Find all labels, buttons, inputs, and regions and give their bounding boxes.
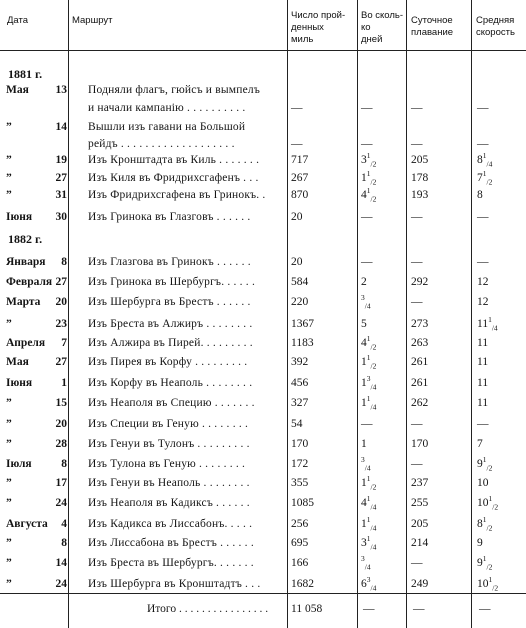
days-cell: $1^3_{/4}$: [361, 374, 377, 392]
day-cell: 8: [61, 458, 67, 470]
month-cell: ”: [6, 172, 12, 184]
speed-cell: $9^1_{/2}$: [477, 554, 493, 572]
daily-cell: 237: [411, 477, 429, 489]
miles-cell: 870: [291, 189, 309, 201]
daily-cell: 255: [411, 497, 429, 509]
day-cell: 20: [55, 418, 67, 430]
daily-cell: 273: [411, 318, 429, 330]
route-cell: рейдъ . . . . . . . . . . . . . . . . . . .: [88, 138, 235, 150]
header-speed: Средняя скорость: [476, 15, 515, 38]
days-cell: —: [361, 211, 373, 223]
table-row: [0, 276, 526, 296]
days-cell: $4^1_{/4}$: [361, 494, 377, 512]
speed-cell: 7: [477, 438, 483, 450]
speed-cell: 11: [477, 356, 489, 368]
days-cell: $1^1_{/2}$: [361, 169, 377, 187]
speed-cell: $8^1_{/2}$: [477, 515, 493, 533]
table-row: [0, 211, 526, 231]
month-cell: ”: [6, 557, 12, 569]
miles-cell: 172: [291, 458, 309, 470]
daily-cell: 205: [411, 154, 429, 166]
daily-cell: 193: [411, 189, 429, 201]
day-cell: 14: [55, 557, 67, 569]
miles-cell: 392: [291, 356, 309, 368]
header-route: Маршрут: [72, 15, 113, 26]
table-row: [0, 374, 526, 397]
total-label: Итого . . . . . . . . . . . . . . . .: [147, 603, 269, 615]
days-cell: —: [361, 256, 373, 268]
day-cell: 28: [55, 438, 67, 450]
daily-cell: —: [411, 296, 423, 308]
speed-cell: $9^1_{/2}$: [477, 455, 493, 473]
daily-cell: 205: [411, 518, 429, 530]
days-cell: $6^3_{/4}$: [361, 575, 377, 593]
daily-cell: —: [411, 102, 423, 114]
miles-cell: 267: [291, 172, 309, 184]
days-cell: —: [361, 138, 373, 150]
day-cell: 4: [61, 518, 67, 530]
route-cell: Изъ Киля въ Фридрихсгафенъ . . .: [88, 172, 259, 184]
speed-cell: —: [477, 256, 489, 268]
table-row: [0, 418, 526, 438]
miles-cell: 584: [291, 276, 309, 288]
table-row: [0, 494, 526, 517]
route-cell: Изъ Лиссабона въ Брестъ . . . . . .: [88, 537, 254, 549]
month-cell: ”: [6, 121, 12, 133]
route-cell: Изъ Кронштадта въ Киль . . . . . . .: [88, 154, 260, 166]
days-cell: $4^1_{/2}$: [361, 334, 377, 352]
speed-cell: $10^1_{/2}$: [477, 575, 499, 593]
month-cell: ”: [6, 477, 12, 489]
total-speed: —: [479, 603, 491, 615]
month-cell: Марта: [6, 296, 41, 308]
route-cell: Изъ Генуи въ Неаполь . . . . . . . .: [88, 477, 250, 489]
route-cell: Подняли флагъ, гюйсъ и вымпелъ: [88, 84, 261, 96]
daily-cell: —: [411, 557, 423, 569]
speed-cell: 10: [477, 477, 489, 489]
day-cell: 27: [55, 356, 67, 368]
day-cell: 27: [55, 276, 67, 288]
day-cell: 24: [55, 578, 67, 590]
month-cell: ”: [6, 497, 12, 509]
speed-cell: 8: [477, 189, 483, 201]
route-cell: Вышли изъ гавани на Большой: [88, 121, 246, 133]
day-cell: 27: [55, 172, 67, 184]
route-cell: и начали кампанію . . . . . . . . . .: [88, 102, 246, 114]
speed-cell: 12: [477, 296, 489, 308]
day-cell: 14: [55, 121, 67, 133]
days-cell: 2: [361, 276, 367, 288]
header-miles: Число прой- денных миль: [291, 10, 346, 45]
miles-cell: 327: [291, 397, 309, 409]
days-cell: $3^1_{/4}$: [361, 534, 377, 552]
month-cell: ”: [6, 537, 12, 549]
daily-cell: 249: [411, 578, 429, 590]
day-cell: 23: [55, 318, 67, 330]
speed-cell: 11: [477, 397, 489, 409]
daily-cell: 178: [411, 172, 429, 184]
days-cell: 5: [361, 318, 367, 330]
header-daily: Суточное плавание: [411, 15, 454, 38]
route-cell: Изъ Бреста въ Шербургъ. . . . . . .: [88, 557, 254, 569]
days-cell: $3^1_{/2}$: [361, 151, 377, 169]
total-daily: —: [413, 603, 425, 615]
month-cell: Іюля: [6, 458, 32, 470]
daily-cell: 214: [411, 537, 429, 549]
route-cell: Изъ Гринока въ Шербургъ. . . . . .: [88, 276, 256, 288]
miles-cell: 170: [291, 438, 309, 450]
miles-cell: 1183: [291, 337, 314, 349]
table-row: [0, 102, 526, 122]
day-cell: 15: [55, 397, 67, 409]
month-cell: Іюня: [6, 377, 33, 389]
route-cell: Изъ Генуи въ Тулонъ . . . . . . . . .: [88, 438, 250, 450]
speed-cell: —: [477, 138, 489, 150]
route-cell: Изъ Бреста въ Алжиръ . . . . . . . .: [88, 318, 253, 330]
daily-cell: 261: [411, 377, 429, 389]
miles-cell: 717: [291, 154, 309, 166]
table-row: [0, 515, 526, 538]
month-cell: Мая: [6, 356, 29, 368]
month-cell: ”: [6, 397, 12, 409]
month-cell: Апреля: [6, 337, 46, 349]
day-cell: 17: [55, 477, 67, 489]
table-row: [0, 575, 526, 598]
miles-cell: —: [291, 138, 303, 150]
daily-cell: 263: [411, 337, 429, 349]
route-cell: Изъ Фридрихсгафена въ Гринокъ. .: [88, 189, 266, 201]
daily-cell: —: [411, 138, 423, 150]
table-row: [0, 554, 526, 577]
speed-cell: 9: [477, 537, 483, 549]
month-cell: ”: [6, 154, 12, 166]
daily-cell: 292: [411, 276, 429, 288]
table-row: [0, 438, 526, 458]
day-cell: 31: [55, 189, 67, 201]
days-cell: —: [361, 102, 373, 114]
days-cell: $1^1_{/2}$: [361, 353, 377, 371]
route-cell: Изъ Специи въ Геную . . . . . . . .: [88, 418, 249, 430]
miles-cell: 1085: [291, 497, 314, 509]
month-cell: ”: [6, 578, 12, 590]
year-label: 1881 г.: [8, 67, 43, 81]
miles-cell: 20: [291, 256, 303, 268]
total-miles: 11 058: [291, 603, 323, 615]
daily-cell: 261: [411, 356, 429, 368]
speed-cell: $7^1_{/2}$: [477, 169, 493, 187]
month-cell: Августа: [6, 518, 48, 530]
day-cell: 24: [55, 497, 67, 509]
miles-cell: 54: [291, 418, 303, 430]
speed-cell: 11: [477, 337, 489, 349]
table-row: [0, 293, 526, 316]
table-row: [0, 353, 526, 376]
miles-cell: —: [291, 102, 303, 114]
miles-cell: 1682: [291, 578, 314, 590]
day-cell: 30: [55, 211, 67, 223]
month-cell: ”: [6, 318, 12, 330]
days-cell: —: [361, 418, 373, 430]
table-row: [0, 84, 526, 104]
daily-cell: —: [411, 458, 423, 470]
days-cell: $^3_{/4}$: [361, 554, 371, 572]
miles-cell: 256: [291, 518, 309, 530]
route-cell: Изъ Шербурга въ Кронштадтъ . . .: [88, 578, 261, 590]
days-cell: $^3_{/4}$: [361, 293, 371, 311]
route-cell: Изъ Глазгова въ Гринокъ . . . . . .: [88, 256, 251, 268]
miles-cell: 1367: [291, 318, 314, 330]
table-row: [0, 256, 526, 276]
route-cell: Изъ Неаполя въ Специю . . . . . . .: [88, 397, 255, 409]
month-cell: Мая: [6, 84, 29, 96]
daily-cell: —: [411, 211, 423, 223]
month-cell: ”: [6, 189, 12, 201]
miles-cell: 20: [291, 211, 303, 223]
miles-cell: 355: [291, 477, 309, 489]
table-row: [0, 334, 526, 357]
day-cell: 19: [55, 154, 67, 166]
route-cell: Изъ Корфу въ Неаполь . . . . . . . .: [88, 377, 253, 389]
year-label: 1882 г.: [8, 232, 43, 246]
table-row: [0, 315, 526, 338]
table-row: [0, 534, 526, 557]
day-cell: 20: [55, 296, 67, 308]
header-date: Дата: [7, 15, 29, 26]
miles-cell: 456: [291, 377, 309, 389]
table-row: [0, 394, 526, 417]
month-cell: Іюня: [6, 211, 33, 223]
miles-cell: 695: [291, 537, 309, 549]
route-cell: Изъ Пирея въ Корфу . . . . . . . . .: [88, 356, 248, 368]
days-cell: $4^1_{/2}$: [361, 186, 377, 204]
daily-cell: —: [411, 256, 423, 268]
route-cell: Изъ Кадикса въ Лиссабонъ. . . . .: [88, 518, 253, 530]
daily-cell: 262: [411, 397, 429, 409]
month-cell: Января: [6, 256, 46, 268]
miles-cell: 166: [291, 557, 309, 569]
speed-cell: —: [477, 418, 489, 430]
speed-cell: $11^1_{/4}$: [477, 315, 498, 333]
table-row: [0, 186, 526, 209]
days-cell: $^3_{/4}$: [361, 455, 371, 473]
speed-cell: $8^1_{/4}$: [477, 151, 493, 169]
total-days: —: [363, 603, 375, 615]
day-cell: 1: [61, 377, 67, 389]
header-days: Во сколь- ко дней: [361, 10, 404, 45]
speed-cell: —: [477, 211, 489, 223]
day-cell: 8: [61, 256, 67, 268]
route-cell: Изъ Шербурга въ Брестъ . . . . . .: [88, 296, 251, 308]
daily-cell: 170: [411, 438, 429, 450]
speed-cell: 12: [477, 276, 489, 288]
days-cell: 1: [361, 438, 367, 450]
route-cell: Изъ Неаполя въ Кадиксъ . . . . . .: [88, 497, 250, 509]
days-cell: $1^1_{/4}$: [361, 515, 377, 533]
month-cell: Февраля: [6, 276, 53, 288]
month-cell: ”: [6, 418, 12, 430]
table-row: [0, 474, 526, 497]
month-cell: ”: [6, 438, 12, 450]
speed-cell: $10^1_{/2}$: [477, 494, 499, 512]
day-cell: 13: [55, 84, 67, 96]
table-row: [0, 455, 526, 478]
day-cell: 8: [61, 537, 67, 549]
route-cell: Изъ Алжира въ Пирей. . . . . . . . .: [88, 337, 253, 349]
days-cell: $1^1_{/4}$: [361, 394, 377, 412]
miles-cell: 220: [291, 296, 309, 308]
day-cell: 7: [61, 337, 67, 349]
route-cell: Изъ Тулона въ Геную . . . . . . . .: [88, 458, 246, 470]
route-cell: Изъ Гринока въ Глазговъ . . . . . .: [88, 211, 251, 223]
speed-cell: 11: [477, 377, 489, 389]
days-cell: $1^1_{/2}$: [361, 474, 377, 492]
speed-cell: —: [477, 102, 489, 114]
table-row: [0, 151, 526, 174]
daily-cell: —: [411, 418, 423, 430]
header-divider: [0, 50, 526, 51]
